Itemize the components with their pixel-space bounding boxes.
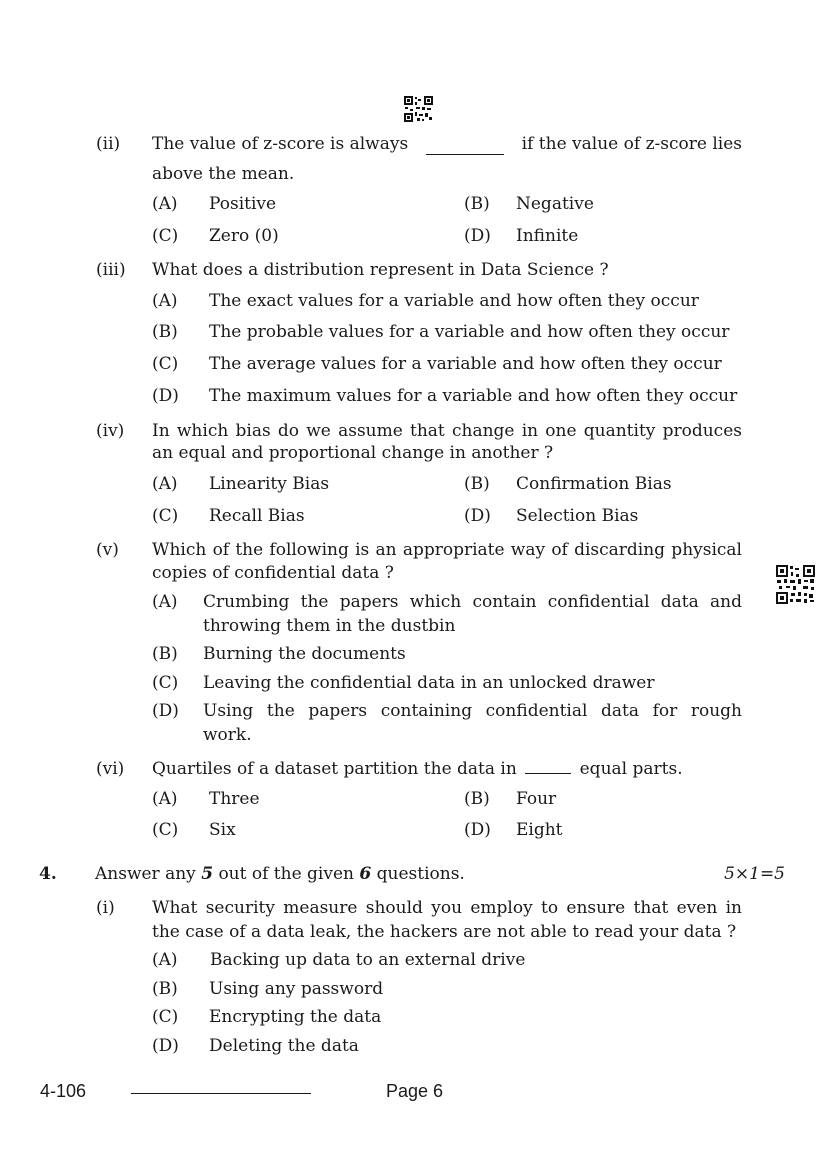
option-text: The maximum values for a variable and how often they occur (209, 386, 738, 406)
option-label: (C) (152, 506, 179, 526)
answer-blank (426, 153, 504, 155)
option-label: (C) (152, 226, 179, 246)
option-text: Eight (516, 820, 563, 840)
option-label: (A) (152, 291, 178, 311)
question-number: (i) (96, 898, 115, 918)
question-text-part: Quartiles of a dataset partition the data in (152, 759, 517, 779)
question-text-cont: copies of confidential data ? (152, 563, 394, 583)
option-label: (B) (152, 322, 178, 342)
option-text: Zero (0) (209, 226, 279, 246)
option-text: Backing up data to an external drive (210, 950, 526, 970)
question-number: (ii) (96, 134, 121, 154)
question-text-cont: an equal and proportional change in another ? (152, 443, 554, 463)
question-text: Which of the following is an appropriate way of discarding physical (152, 540, 742, 560)
option-label: (A) (152, 950, 178, 970)
option-text: Four (516, 789, 557, 809)
question-number: (iv) (96, 421, 125, 441)
option-label: (D) (464, 506, 491, 526)
option-label: (A) (152, 789, 178, 809)
option-text: Three (209, 789, 260, 809)
option-label: (C) (152, 673, 179, 693)
option-text-cont: work. (203, 725, 252, 745)
footer-divider (131, 1093, 311, 1094)
option-label: (B) (152, 644, 178, 664)
option-label: (A) (152, 194, 178, 214)
option-text: Recall Bias (209, 506, 305, 526)
option-text: Leaving the confidential data in an unlocked drawer (203, 673, 655, 693)
option-text: Selection Bias (516, 506, 639, 526)
option-text: The exact values for a variable and how often they occur (209, 291, 699, 311)
question-text-cont: the case of a data leak, the hackers are not able to read your data ? (152, 922, 737, 942)
option-text: Positive (209, 194, 277, 214)
option-label: (D) (152, 701, 179, 721)
paper-code: 4-106 (40, 1081, 87, 1101)
option-label: (A) (152, 592, 178, 612)
question-text-part: The value of z-score is always (152, 134, 409, 154)
option-label: (B) (464, 194, 490, 214)
question-text-cont: above the mean. (152, 164, 295, 184)
option-label: (C) (152, 820, 179, 840)
option-label: (B) (464, 474, 490, 494)
instruction-number: 6 (359, 864, 372, 884)
answer-blank (525, 772, 571, 774)
option-label: (D) (152, 1036, 179, 1056)
option-text: Deleting the data (209, 1036, 359, 1056)
option-text: Six (209, 820, 236, 840)
question-text: What does a distribution represent in Data Science ? (152, 260, 609, 280)
option-text: Encrypting the data (209, 1007, 382, 1027)
qr-code-top (404, 96, 433, 122)
qr-code-side (776, 565, 815, 604)
question-number: (v) (96, 540, 119, 560)
page-number: Page 6 (386, 1081, 444, 1101)
instruction-part: out of the given (218, 864, 354, 884)
option-text: The probable values for a variable and how often they occur (209, 322, 730, 342)
option-text-cont: throwing them in the dustbin (203, 616, 456, 636)
option-text: Burning the documents (203, 644, 406, 664)
question-number: (iii) (96, 260, 126, 280)
option-label: (D) (464, 226, 491, 246)
question-text: In which bias do we assume that change in one quantity produces (152, 421, 742, 441)
option-text: Linearity Bias (209, 474, 330, 494)
question-text-part: equal parts. (579, 759, 683, 779)
question-text-part: if the value of z-score lies (521, 134, 742, 154)
option-label: (B) (152, 979, 178, 999)
option-text: Using any password (209, 979, 384, 999)
question-text: What security measure should you employ to ensure that even in (152, 898, 742, 918)
instruction-part: Answer any (95, 864, 196, 884)
option-label: (C) (152, 354, 179, 374)
option-text: Infinite (516, 226, 579, 246)
option-label: (C) (152, 1007, 179, 1027)
option-label: (A) (152, 474, 178, 494)
question-number: (vi) (96, 759, 125, 779)
option-label: (B) (464, 789, 490, 809)
instruction-part: questions. (376, 864, 465, 884)
instruction (95, 864, 465, 884)
marks-allocation: 5×1=5 (724, 864, 785, 884)
option-text: Using the papers containing confidential data for rough (203, 701, 742, 721)
option-text: Crumbing the papers which contain confidential data and (203, 592, 742, 612)
question-number: 4. (39, 864, 57, 884)
option-label: (D) (152, 386, 179, 406)
instruction-number: 5 (201, 864, 214, 884)
option-label: (D) (464, 820, 491, 840)
option-text: Negative (516, 194, 594, 214)
option-text: The average values for a variable and how often they occur (209, 354, 722, 374)
question-text (152, 759, 683, 779)
option-text: Confirmation Bias (516, 474, 672, 494)
question-text (152, 134, 742, 155)
